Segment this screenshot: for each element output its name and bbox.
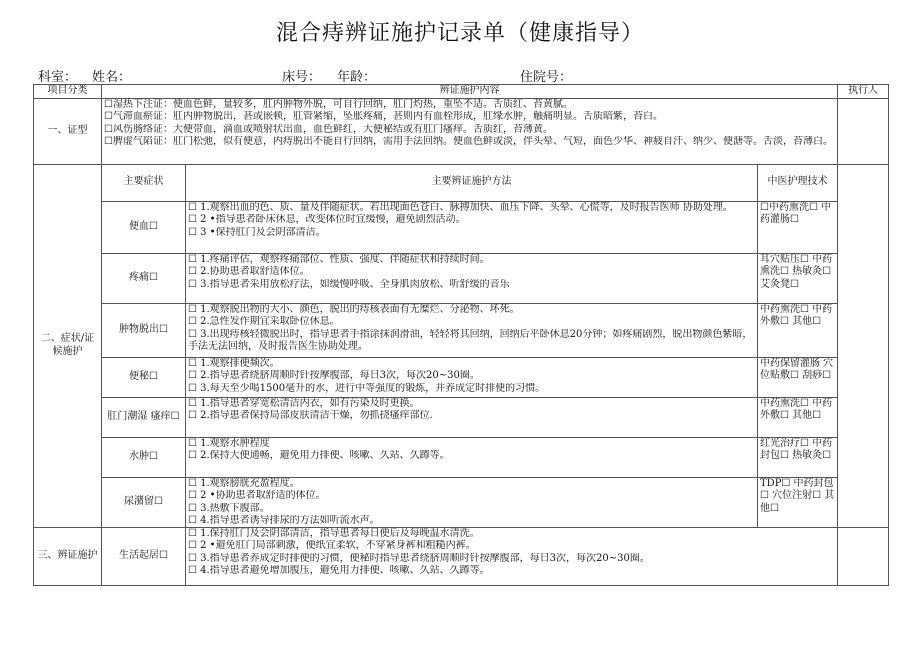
symptom-row-bleeding (34, 201, 889, 253)
method-item[interactable]: ☐ 2 •协助患者取舒适的体位。 (188, 490, 326, 501)
symptom-retention[interactable]: 尿潴留☐ (102, 477, 186, 527)
method-cell (186, 437, 758, 477)
executor-cell[interactable] (838, 527, 889, 585)
method-item[interactable]: ☐ 1.观察膀胱充盈程度。 (188, 477, 300, 489)
method-item[interactable]: ☐ 2 •避免肛门局部刺激，便纸宜柔软，不穿紧身裤和粗糙内裤。 (188, 540, 476, 551)
age-label: 年龄： (337, 70, 377, 85)
name-label: 姓名： (92, 70, 132, 85)
method-item[interactable]: ☐ 3.热敷下腹部。 (188, 502, 270, 514)
symptom-pain[interactable]: 疼痛☐ (102, 253, 186, 303)
daily-living-row (34, 527, 889, 585)
method-cell (186, 253, 758, 303)
tech-cell[interactable]: 中药熏洗☐ 中药外敷☐ 其他☐ (758, 303, 838, 357)
tech-cell[interactable]: 中药保留灌肠 穴位贴敷☐ 刮痧☐ (758, 357, 838, 397)
executor-cell[interactable] (838, 164, 889, 527)
symptom-row-itching (34, 397, 889, 437)
method-item[interactable]: ☐ 3 •保持肛门及会阴部清洁。 (188, 226, 326, 238)
section3-label: 三、辨证施护 (34, 527, 102, 585)
header-category: 项目分类 (34, 85, 102, 99)
method-item[interactable]: ☐ 1.观察排便频次。 (188, 357, 280, 369)
tech-cell[interactable]: ☐中药熏洗☐ 中药灌肠☐ (758, 201, 838, 253)
syndrome-item[interactable]: ☐脾虚气陷证：肛门松弛，似有便意，内痔脱出不能自行回纳，需用手法回纳。便血色鲜或淡，伴头晕、气短，面色少华、神疲自汗、纳少、便溏等。舌淡，苔薄白。 (104, 136, 833, 147)
header-content: 辨证施护内容 (102, 85, 838, 99)
symptom-prolapse[interactable]: 肿物脱出☐ (102, 303, 186, 357)
executor-cell[interactable] (838, 98, 889, 164)
method-cell (186, 303, 758, 357)
col-tech: 中医护理技术 (758, 164, 838, 201)
method-item[interactable]: ☐ 2.协助患者取舒适体位。 (188, 266, 310, 277)
method-item[interactable]: ☐ 2.指导患者保持局部皮肤清洁干燥，勿抓挠瘙痒部位. (188, 410, 433, 421)
header-executor: 执行人 (838, 85, 889, 99)
symptom-bleeding[interactable]: 便血☐ (102, 201, 186, 253)
tech-cell[interactable]: 中药熏洗☐ 中药外敷☐ 其他☐ (758, 397, 838, 437)
method-item[interactable]: ☐ 3.指导患者采用放松疗法，如缓慢呼吸、全身肌肉放松、听舒缓的音乐 (188, 278, 510, 290)
symptom-constipation[interactable]: 便秘☐ (102, 357, 186, 397)
method-item[interactable]: ☐ 2.保持大便通畅，避免用力排便、咳嗽、久站、久蹲等。 (188, 450, 450, 461)
method-item[interactable]: ☐ 1.观察出血的色、质、量及伴随症状。若出现面色苍白、脉搏加快、血压下降、头晕、心慌等，及时报告医师 协助处理。 (188, 201, 733, 213)
tech-cell[interactable]: TDP☐ 中药封包☐ 穴位注射☐ 其他☐ (758, 477, 838, 527)
method-item[interactable]: ☐ 3.出现痔核轻微脱出时，指导患者手指涂抹润滑油，轻轻将其回纳，回纳后平卧休息20分钟；如疼痛剧烈，脱出物颜色紫暗，手法无法回纳，及时报告医生协助处理。 (188, 328, 753, 352)
method-item[interactable]: ☐ 4.指导患者诱导排尿的方法如听流水声。 (188, 515, 380, 526)
method-item[interactable]: ☐ 1.观察脱出物的大小、颜色，脱出的痔核表面有无糜烂、分泌物、坏死。 (188, 303, 520, 315)
tech-cell[interactable]: 耳穴贴压☐ 中药熏洗☐ 热敏灸☐ 艾灸凳☐ (758, 253, 838, 303)
page-title: 混合痔辨证施护记录单（健康指导） (275, 21, 644, 46)
syndrome-row (34, 98, 889, 164)
method-item[interactable]: ☐ 1.观察水肿程度 (188, 437, 270, 449)
method-cell (186, 397, 758, 437)
method-item[interactable]: ☐ 1.指导患者穿宽松清洁内衣，如有污染及时更换。 (188, 397, 420, 409)
nursing-record-table (33, 84, 889, 586)
table-header-row (34, 85, 889, 99)
symptom-row-retention (34, 477, 889, 527)
method-cell (186, 201, 758, 253)
symptom-header-row (34, 164, 889, 201)
syndrome-item[interactable]: ☐气滞血瘀证：肛内肿物脱出，甚或嵌顿，肛管紧缩，坠胀疼痛，甚则内有血栓形成，肛缘水肿，触痛明显。舌质暗紫，苔白。 (104, 111, 663, 122)
method-cell (186, 477, 758, 527)
method-item[interactable]: ☐ 4.指导患者避免增加腹压，避免用力排便、咳嗽、久站、久蹲等。 (188, 565, 490, 576)
method-item[interactable]: ☐ 1.疼痛评估，观察疼痛部位、性质、强度、伴随症状和持续时间。 (188, 253, 490, 265)
method-item[interactable]: ☐ 3.每天至少喝1500毫升的水，进行中等强度的锻炼，并养成定时排便的习惯。 (188, 382, 546, 394)
symptom-edema[interactable]: 水肿☐ (102, 437, 186, 477)
method-item[interactable]: ☐ 1.保持肛门及会阴部清洁，指导患者每日便后及每晚温水清洗。 (188, 527, 480, 539)
bed-label: 床号： (282, 70, 322, 85)
method-item[interactable]: ☐ 2.急性发作期宜采取卧位休息。 (188, 316, 340, 327)
tech-cell[interactable]: 红光治疗☐ 中药封包☐ 热敏灸☐ (758, 437, 838, 477)
syndrome-item[interactable]: ☐风伤肠络证：大便带血，滴血或喷射状出血，血色鲜红，大便秘结或有肛门瘙痒。舌质红，苔薄黄。 (104, 123, 553, 135)
symptom-row-constipation (34, 357, 889, 397)
section1-label: 一、证型 (34, 98, 102, 164)
method-item[interactable]: ☐ 3.指导患者养成定时排便的习惯，便秘时指导患者绕脐周顺时针按摩腹部，每日3次，每次20~30圈。 (188, 552, 650, 564)
method-cell (186, 527, 838, 585)
admission-label: 住院号： (520, 70, 573, 85)
method-cell (186, 357, 758, 397)
col-symptom: 主要症状 (102, 164, 186, 201)
syndrome-list (102, 98, 838, 164)
syndrome-item[interactable]: ☐湿热下注证：便血色鲜，量较多，肛内肿物外脱，可自行回纳，肛门灼热，重坠不适。舌质红、苔黄腻。 (104, 98, 573, 110)
symptom-row-pain (34, 253, 889, 303)
daily-living-label[interactable]: 生活起居☐ (102, 527, 186, 585)
symptom-row-edema (34, 437, 889, 477)
dept-label: 科室： (38, 70, 78, 85)
section2-label: 二、症状/证候施护 (34, 164, 102, 527)
method-item[interactable]: ☐ 2 •指导患者卧床休息，改变体位时宜缓慢，避免剧烈活动。 (188, 214, 466, 225)
symptom-itching[interactable]: 肛门潮湿 瘙痒☐ (102, 397, 186, 437)
col-method: 主要辨证施护方法 (186, 164, 758, 201)
symptom-row-prolapse (34, 303, 889, 357)
method-item[interactable]: ☐ 2.指导患者绕脐周顺时针按摩腹部，每日3次，每次20~30圈。 (188, 370, 480, 381)
